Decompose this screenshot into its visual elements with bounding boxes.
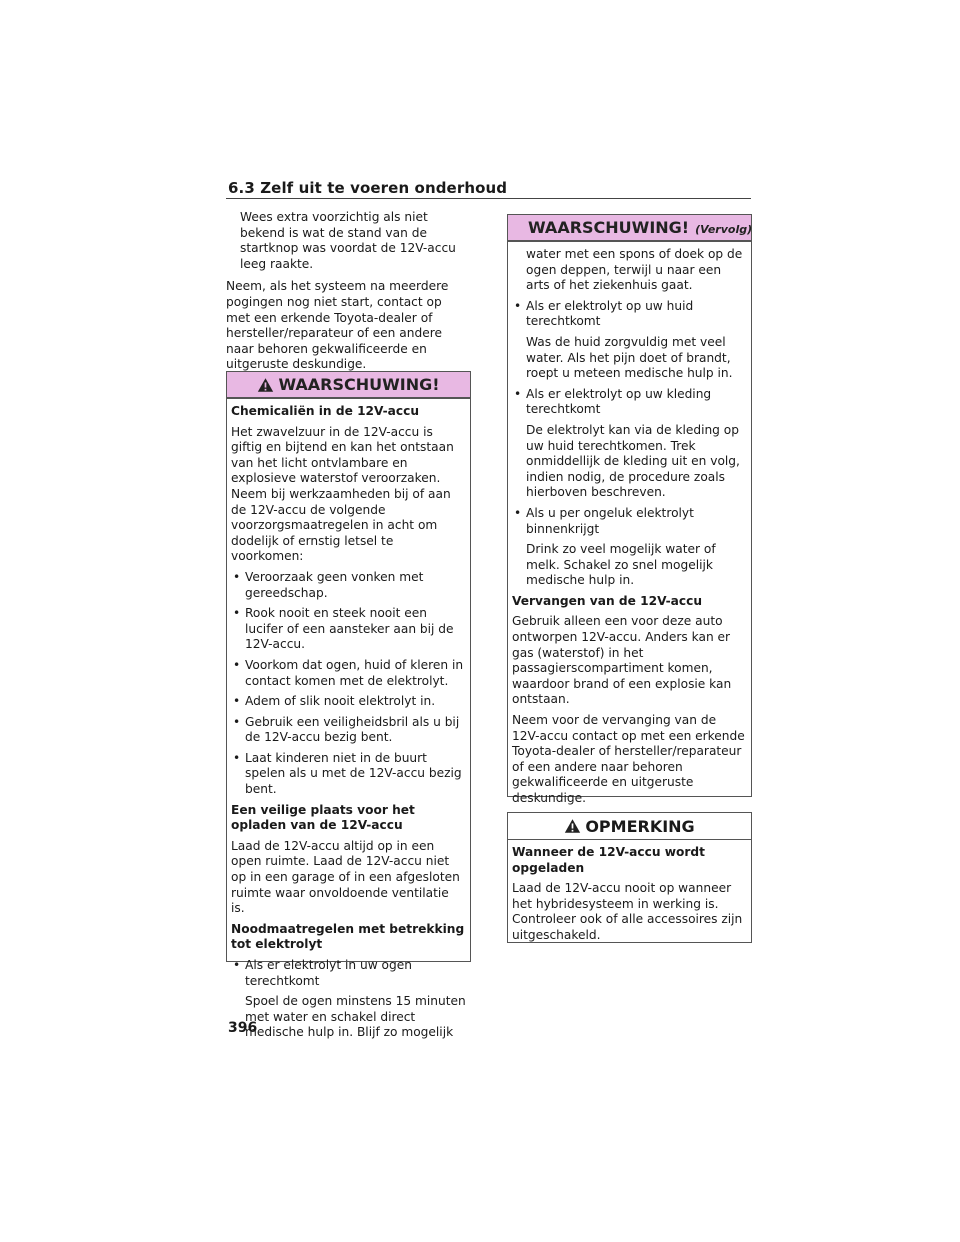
continued-label: (Vervolg) — [695, 223, 753, 236]
list-item — [512, 387, 747, 501]
clothing-bullet-title: Als er elektrolyt op uw kleding terechtkomt — [526, 386, 712, 417]
warning1-subheading-emergency: Noodmaatregelen met betrekking tot elektrolyt — [231, 921, 465, 952]
clothing-bullet-text: De elektrolyt kan via de kleding op uw huid terechtkomen. Trek onmiddellijk de kleding uit en volg, indien nodig, de procedure zoals hierboven beschreven. — [526, 422, 740, 500]
list-item: • Laat kinderen niet in de buurt spelen als u met de 12V-accu bezig bent. — [231, 751, 466, 798]
swallow-bullet-text: Drink zo veel mogelijk water of melk. Schakel zo snel mogelijk medische hulp in. — [526, 542, 716, 588]
eye-continued-text: water met een spons of doek op de ogen deppen, terwijl u naar een arts of het ziekenhuis gaat. — [526, 247, 743, 293]
warning-title-1: WAARSCHUWING! — [278, 375, 440, 394]
skin-bullet-text: Was de huid zorgvuldig met veel water. Als het pijn doet of brandt, roept u meteen medische hulp in. — [526, 334, 733, 381]
header-rule — [226, 198, 751, 199]
warning1-paragraph-2: Laad de 12V-accu altijd op in een open ruimte. Laad de 12V-accu niet op in een garage of in een afgesloten ruimte waar onvoldoende ventilatie is. — [231, 838, 460, 916]
note-paragraph: Laad de 12V-accu nooit op wanneer het hybridesysteem in werking is. Controleer ook of alle accessoires zijn uitgeschakeld. — [512, 881, 743, 942]
warning-body-1 — [227, 399, 470, 1052]
warning2-subheading-replace: Vervangen van de 12V-accu — [512, 593, 703, 608]
warning1-emergency-list — [231, 958, 466, 1041]
skin-bullet-title: Als er elektrolyt op uw huid terechtkomt — [526, 298, 694, 329]
list-item: • Veroorzaak geen vonken met gereedschap. — [231, 570, 466, 601]
warning1-subheading-chemicals: Chemicaliën in de 12V-accu — [231, 404, 419, 418]
list-item: • Gebruik een veiligheidsbril als u bij de 12V-accu bezig bent. — [231, 715, 466, 746]
section-title: 6.3 Zelf uit te voeren onderhoud — [228, 179, 508, 197]
swallow-bullet-title: Als u per ongeluk elektrolyt binnenkrijgt — [526, 505, 694, 536]
warning1-bullet-list — [231, 570, 466, 798]
list-item: • Rook nooit en steek nooit een lucifer of een aansteker aan bij de 12V-accu. — [231, 606, 466, 653]
eye-bullet-title: Als er elektrolyt in uw ogen terechtkomt — [245, 958, 412, 988]
warning-header-1 — [227, 372, 470, 399]
list-item — [512, 299, 747, 382]
intro-paragraph: Neem, als het systeem na meerdere pogingen nog niet start, contact op met een erkende Toyota-dealer of hersteller/reparateur of een andere naar behoren gekwalificeerde en uitgeruste deskundige. — [226, 279, 449, 372]
warning-header-2 — [508, 215, 751, 242]
note-body — [508, 840, 751, 955]
note-header — [508, 813, 751, 840]
note-title: OPMERKING — [585, 816, 695, 836]
list-item — [231, 958, 466, 1041]
warning2-paragraph-2: Neem voor de vervanging van de 12V-accu contact op met een erkende Toyota-dealer of hersteller/reparateur of een andere naar behoren gekwalificeerde en uitgeruste deskundige. — [512, 713, 745, 805]
warning2-bullet-list — [512, 299, 747, 589]
warning1-subheading-charging: Een veilige plaats voor het opladen van de 12V-accu — [231, 802, 415, 833]
warning-box-2 — [507, 214, 753, 805]
eye-bullet-text: Spoel de ogen minstens 15 minuten met water en schakel direct medische hulp in. Blijf zo mogelijk — [245, 994, 466, 1040]
warning-body-2 — [508, 242, 751, 818]
notice-triangle-icon — [564, 818, 581, 834]
intro-indented-text: Wees extra voorzichtig als niet bekend is wat de stand van de startknop was voordat de 12V-accu leeg raakte. — [240, 210, 456, 271]
left-intro — [226, 210, 468, 380]
page-number: 396 — [228, 1020, 258, 1036]
warning-triangle-icon — [257, 377, 274, 393]
list-item — [512, 506, 747, 589]
warning2-paragraph-1: Gebruik alleen een voor deze auto ontworpen 12V-accu. Anders kan er gas (waterstof) in het passagierscompartiment komen, waardoor brand of een explosie kan ontstaan. — [512, 614, 732, 707]
note-subheading: Wanneer de 12V-accu wordt opgeladen — [512, 845, 705, 875]
warning-title-2: WAARSCHUWING! — [528, 218, 690, 237]
list-item: • Adem of slik nooit elektrolyt in. — [231, 694, 466, 710]
warning1-paragraph-1: Het zwavelzuur in de 12V-accu is giftig en bijtend en kan het ontstaan van het licht ontvlambare en explosieve waterstof veroorzaken. Neem bij werkzaamheden bij of aan de 12V-accu de volgende voorzorgsmaatregelen in acht om dodelijk of ernstig letsel te voorkomen: — [231, 424, 454, 564]
note-box — [507, 812, 752, 943]
list-item: • Voorkom dat ogen, huid of kleren in contact komen met de elektrolyt. — [231, 658, 466, 689]
